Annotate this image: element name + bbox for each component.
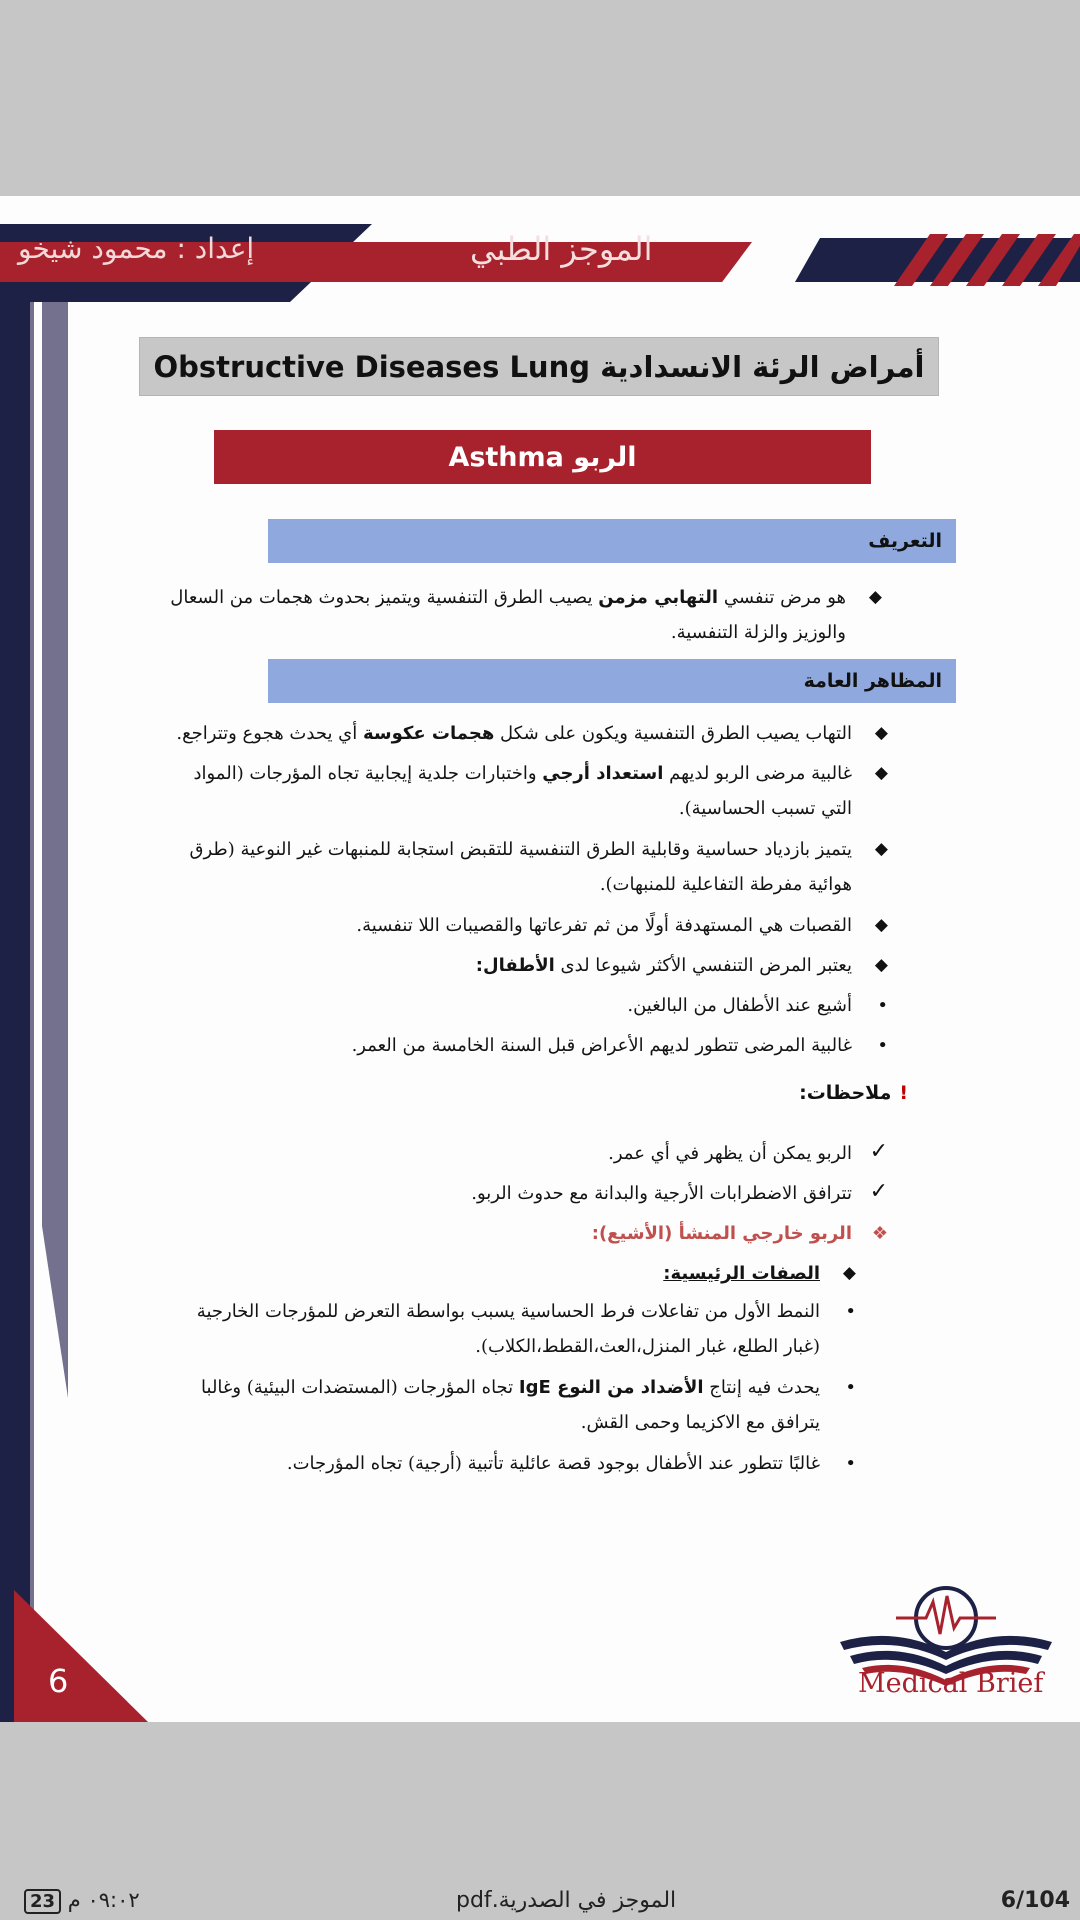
feature-item: [160, 1294, 820, 1364]
feature-item-text: النمط الأول من تفاعلات فرط الحساسية يسبب بواسطة التعرض للمؤرجات الخارجية (غبار الطلع، غبار المنزل،العث،القطط،الكلاب).: [196, 1301, 820, 1357]
page-title: أمراض الرئة الانسدادية Obstructive Diseases Lung: [153, 349, 925, 384]
feature-item-bold: الأضداد من النوع IgE: [518, 1377, 704, 1398]
clock-text: ٠٩:٠٢ م: [67, 1888, 140, 1912]
feature-item-text: تجاه المؤرجات (المستضدات البيئية) وغالبا يترافق مع الاكزيما وحمى القش.: [201, 1377, 820, 1433]
child-item: [162, 988, 852, 1023]
exclamation-icon: !: [899, 1082, 908, 1104]
child-item: [162, 1028, 852, 1063]
check-item-text: تترافق الاضطرابات الأرجية والبدانة مع حدوث الربو.: [471, 1183, 852, 1204]
file-name: الموجز في الصدرية.pdf: [456, 1888, 677, 1913]
definition-text-post: يصيب الطرق التنفسية ويتميز بحدوث هجمات من السعال والوزيز والزلة التنفسية.: [170, 587, 846, 643]
page-number: 6: [48, 1662, 69, 1700]
general-item: [162, 948, 852, 983]
status-time: [18, 1888, 140, 1914]
notes-label: ملاحظات:: [799, 1082, 892, 1104]
general-item-text: يتميز بازدياد حساسية وقابلية الطرق التنفسية للتقبض استجابة للمنبهات غير النوعية (طرق هوائية مفرطة التفاعلية للمنبهات).: [189, 839, 852, 895]
section-general: [268, 659, 956, 703]
topic-title: الربو Asthma: [448, 441, 637, 473]
definition-text-pre: هو مرض تنفسي: [718, 587, 846, 608]
page-number-triangle: [14, 1590, 148, 1722]
general-item: [162, 716, 852, 751]
page-title-box: [139, 337, 939, 396]
check-item: [162, 1176, 852, 1211]
general-item: [162, 756, 852, 826]
definition-item: [166, 580, 846, 650]
section-general-label: المظاهر العامة: [803, 670, 942, 692]
battery-icon: 23: [24, 1889, 61, 1914]
child-item-text: غالبية المرضى تتطور لديهم الأعراض قبل السنة الخامسة من العمر.: [351, 1035, 852, 1056]
definition-text-bold: التهابي مزمن: [598, 587, 719, 608]
general-item-bold: هجمات عكوسة: [363, 723, 495, 744]
left-white-stripe: [34, 298, 42, 1722]
logo-caption: Medical Brief: [858, 1668, 1044, 1699]
general-item-text: أي يحدث هجوع وتتراجع.: [176, 723, 363, 744]
general-item-text: يعتبر المرض التنفسي الأكثر شيوعا لدى: [554, 955, 852, 976]
notes-heading: [799, 1082, 908, 1104]
topic-box: [214, 430, 871, 484]
check-item: [162, 1136, 852, 1171]
banner-author: إعداد : محمود شيخو: [18, 232, 255, 265]
section-definition: [268, 519, 956, 563]
main-features-heading: [160, 1256, 820, 1291]
general-item-bold: الأطفال:: [475, 955, 555, 976]
feature-item-text: غالبًا تتطور عند الأطفال بوجود قصة عائلية تأتبية (أرجية) تجاه المؤرجات.: [286, 1453, 820, 1474]
banner-title: الموجز الطبي: [470, 230, 653, 268]
general-item-text: التهاب يصيب الطرق التنفسية ويكون على شكل: [494, 723, 852, 744]
extrinsic-text: الربو خارجي المنشأ (الأشيع):: [591, 1223, 852, 1244]
general-item: [162, 908, 852, 943]
page-counter: 6/104: [1000, 1888, 1070, 1913]
general-item-text: غالبية مرضى الربو لديهم: [663, 763, 852, 784]
document-page: [0, 196, 1080, 1722]
extrinsic-heading: [162, 1216, 852, 1251]
feature-item: [160, 1370, 820, 1440]
left-navy-bar: [0, 298, 30, 1722]
feature-item: [160, 1446, 820, 1481]
child-item-text: أشيع عند الأطفال من البالغين.: [627, 995, 852, 1016]
general-item-bold: استعداد أرجي: [542, 763, 664, 784]
section-definition-label: التعريف: [868, 530, 942, 552]
general-item-text: واختبارات جلدية إيجابية تجاه المؤرجات (المواد التي تسبب الحساسية).: [193, 763, 852, 819]
main-features-text: الصفات الرئيسية:: [663, 1263, 820, 1284]
general-item-text: القصبات هي المستهدفة أولًا من ثم تفرعاتها والقصيبات اللا تنفسية.: [356, 915, 852, 936]
feature-item-text: يحدث فيه إنتاج: [703, 1377, 820, 1398]
check-item-text: الربو يمكن أن يظهر في أي عمر.: [608, 1143, 852, 1164]
viewer-footer: [0, 1886, 1080, 1920]
general-item: [162, 832, 852, 902]
